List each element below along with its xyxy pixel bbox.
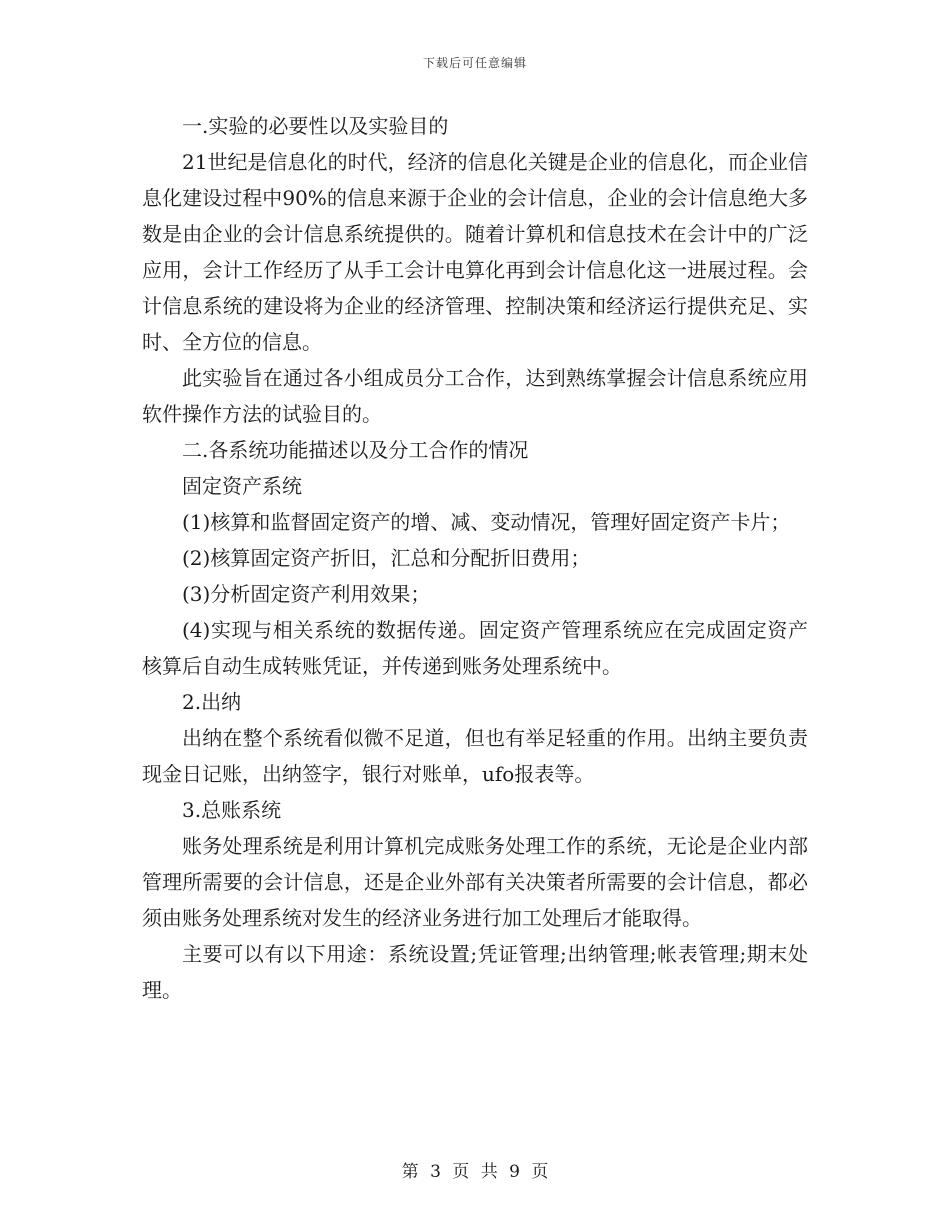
subheading-fixed-assets: 固定资产系统 xyxy=(182,474,302,498)
page-number: 第 3 页 共 9 页 xyxy=(401,1162,549,1182)
subheading-cashier: 2.出纳 xyxy=(182,690,242,714)
section-heading-2: 二.各系统功能描述以及分工合作的情况 xyxy=(182,438,529,462)
paragraph-cashier: 出纳在整个系统看似微不足道，但也有举足轻重的作用。出纳主要负责现金日记账，出纳签字，银行对账单，ufo报表等。 xyxy=(142,726,808,786)
paragraph-intro: 21世纪是信息化的时代，经济的信息化关键是企业的信息化，而企业信息化建设过程中90%的信息来源于企业的会计信息，企业的会计信息绝大多数是由企业的会计信息系统提供的。随着计算机和信息技术在会计中的广泛应用，会计工作经历了从手工会计电算化再到会计信息化这一进展过程。会计信息系统的建设将为企业的经济管理、控制决策和经济运行提供充足、实时、全方位的信息。 xyxy=(142,150,808,354)
section-heading-1: 一.实验的必要性以及实验目的 xyxy=(182,114,449,138)
list-item-3: (3)分析固定资产利用效果； xyxy=(182,582,431,606)
page-header: 下载后可任意编辑 xyxy=(422,56,527,70)
paragraph-uses: 主要可以有以下用途：系统设置;凭证管理;出纳管理;帐表管理;期末处理。 xyxy=(142,942,808,1002)
list-item-2: (2)核算固定资产折旧，汇总和分配折旧费用； xyxy=(182,546,591,570)
paragraph-general-ledger: 账务处理系统是利用计算机完成账务处理工作的系统，无论是企业内部管理所需要的会计信息，还是企业外部有关决策者所需要的会计信息，都必须由账务处理系统对发生的经济业务进行加工处理后才能取得。 xyxy=(142,834,808,930)
document-body xyxy=(142,108,808,1008)
list-item-1: (1)核算和监督固定资产的增、减、变动情况，管理好固定资产卡片； xyxy=(182,510,791,534)
paragraph-purpose: 此实验旨在通过各小组成员分工合作，达到熟练掌握会计信息系统应用软件操作方法的试验目的。 xyxy=(142,366,808,426)
list-item-4: (4)实现与相关系统的数据传递。固定资产管理系统应在完成固定资产核算后自动生成转账凭证，并传递到账务处理系统中。 xyxy=(142,618,808,678)
subheading-general-ledger: 3.总账系统 xyxy=(182,798,282,822)
